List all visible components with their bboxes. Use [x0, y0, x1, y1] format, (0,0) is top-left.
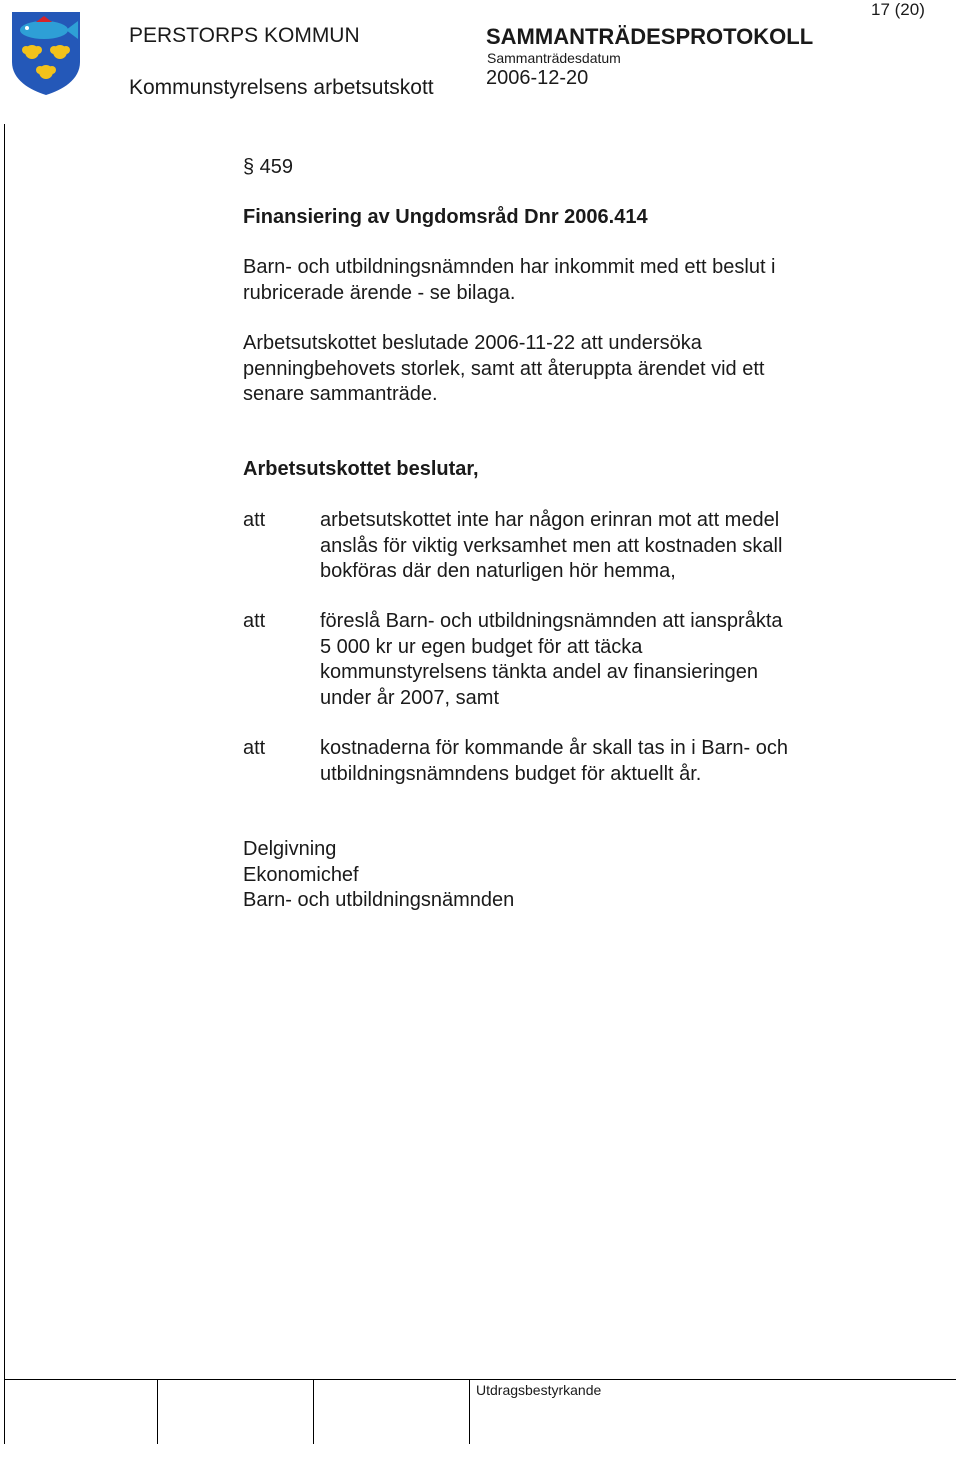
clause-label: att: [243, 737, 266, 759]
decision-heading: Arbetsutskottet beslutar,: [243, 458, 479, 480]
municipality-name: PERSTORPS KOMMUN: [129, 24, 360, 47]
clause-line: kommunstyrelsens tänkta andel av finansieringen: [320, 661, 759, 683]
clause-line: föreslå Barn- och utbildningsnämnden att ianspråkta: [320, 610, 783, 632]
date-label: Sammanträdesdatum: [487, 50, 621, 66]
distribution-list: [243, 837, 514, 914]
signature-box-divider: [469, 1380, 470, 1444]
left-margin-rule: [4, 124, 5, 1380]
paragraph-line: senare sammanträde.: [243, 383, 438, 405]
extract-certification-label: Utdragsbestyrkande: [476, 1382, 602, 1398]
document-type: SAMMANTRÄDESPROTOKOLL: [486, 24, 814, 49]
meeting-date: 2006-12-20: [486, 67, 589, 89]
clause-label: att: [243, 610, 266, 632]
coat-of-arms-icon: [10, 10, 82, 96]
section-number: § 459: [243, 156, 294, 178]
clause-line: kostnaderna för kommande år skall tas in i Barn- och: [320, 737, 788, 759]
paragraph-line: Barn- och utbildningsnämnden har inkommit med ett beslut i: [243, 256, 776, 278]
clause-line: under år 2007, samt: [320, 686, 499, 709]
clause-line: anslås för viktig verksamhet men att kostnaden skall: [320, 534, 783, 557]
paragraph-line: Arbetsutskottet beslutade 2006-11-22 att undersöka: [243, 332, 702, 354]
footer-left-rule: [4, 1380, 5, 1444]
clause-label: att: [243, 509, 266, 531]
clause-line: utbildningsnämndens budget för aktuellt år.: [320, 762, 702, 785]
paragraph-background: [243, 331, 764, 408]
signature-box-divider: [313, 1380, 314, 1444]
signature-box-divider: [157, 1380, 158, 1444]
paragraph-line: rubricerade ärende - se bilaga.: [243, 281, 516, 304]
committee-name: Kommunstyrelsens arbetsutskott: [129, 76, 434, 99]
distribution-recipient: Ekonomichef: [243, 863, 359, 886]
clause-text: [320, 736, 788, 787]
clause-line: 5 000 kr ur egen budget för att täcka: [320, 635, 643, 658]
distribution-recipient: Barn- och utbildningsnämnden: [243, 889, 515, 911]
clause-text: [320, 508, 782, 585]
section-heading: Finansiering av Ungdomsråd Dnr 2006.414: [243, 206, 648, 228]
clause-line: arbetsutskottet inte har någon erinran mot att medel: [320, 509, 780, 531]
page-number: 17 (20): [871, 0, 925, 19]
paragraph-intro: [243, 255, 776, 306]
clause-text: [320, 609, 783, 711]
distribution-heading: Delgivning: [243, 838, 337, 860]
paragraph-line: penningbehovets storlek, samt att återuppta ärendet vid ett: [243, 357, 765, 380]
clause-line: bokföras där den naturligen hör hemma,: [320, 560, 676, 582]
footer-top-rule: [4, 1379, 956, 1380]
